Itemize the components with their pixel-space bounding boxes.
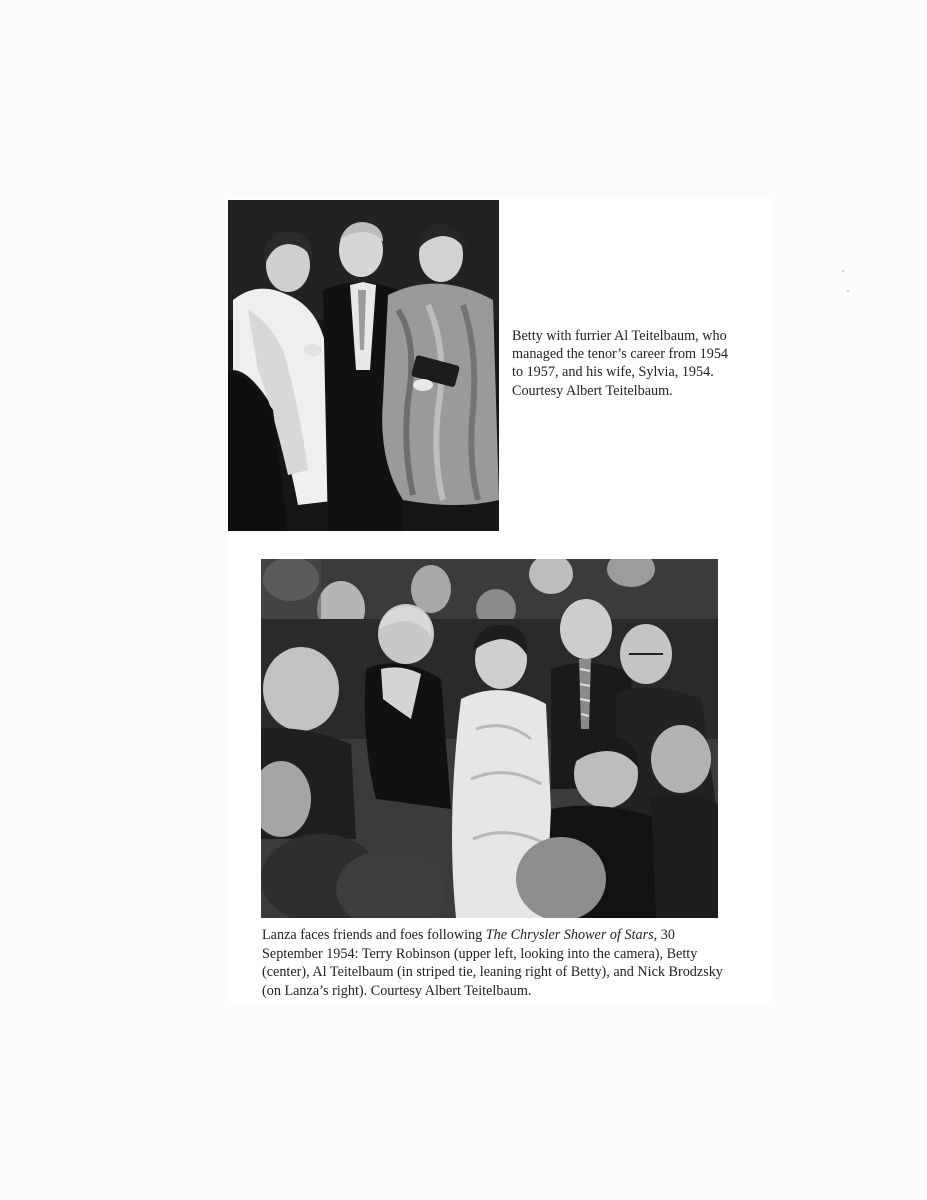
scan-speck [847, 290, 849, 292]
caption-bottom-lead: Lanza faces friends and foes following [262, 927, 486, 943]
photo-bottom-image [261, 559, 718, 918]
caption-bottom-show-title: The Chrysler Shower of Stars [485, 927, 654, 943]
photo-top-caption: Betty with furrier Al Teitelbaum, who managed the tenor’s career from 1954 to 1957, and his wife, Sylvia, 1954. Courtesy Albert Teitelbaum. [512, 328, 729, 399]
photo-bottom-caption [262, 926, 732, 1001]
photo-betty-teitelbaum-sylvia [228, 200, 499, 531]
photo-top-image [228, 200, 499, 531]
caption-bottom-rest: , 30 September 1954: Terry Robinson (upper left, looking into the camera), Betty (center), Al Teitelbaum (in striped tie, leaning right of Betty), and Nick Brodzsky (on Lanza’s right). Courtesy Albert Teitelbaum. [262, 927, 723, 1000]
scan-speck [842, 270, 844, 272]
photo-chrysler-shower-of-stars-crowd [261, 559, 718, 918]
